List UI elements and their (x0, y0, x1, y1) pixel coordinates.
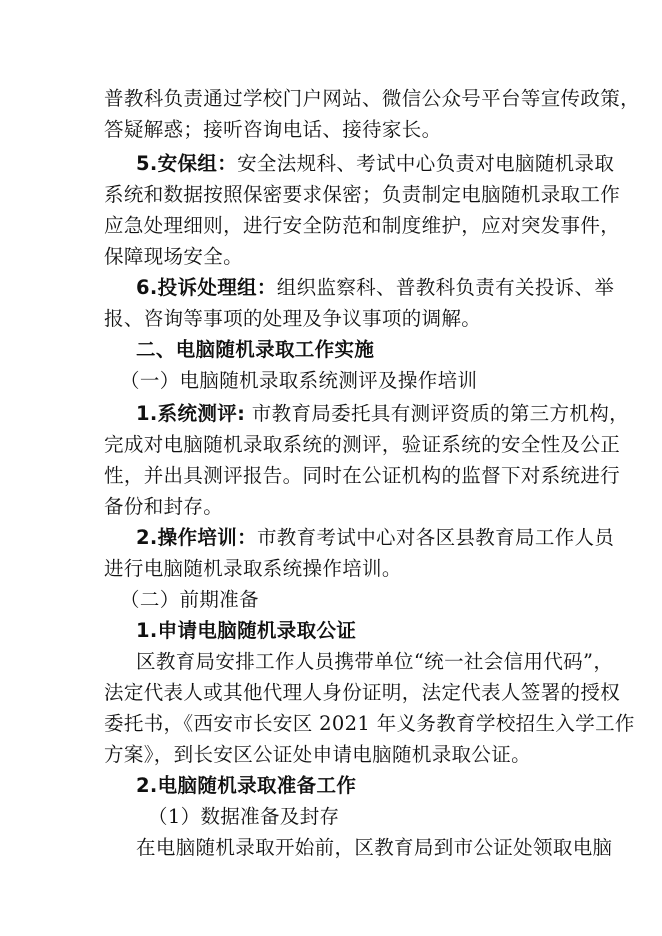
sub-item-heading: （1）数据准备及封存 (148, 805, 340, 828)
item-2-text: 市教育考试中心对各区县教育局工作人员 (256, 526, 615, 549)
item-1-heading: 1.系统测评: (136, 402, 246, 425)
section-5-heading: 5.安保组： (136, 152, 238, 175)
chapter-heading: 二、电脑随机录取工作实施 (136, 338, 375, 361)
item-1-line (136, 402, 629, 426)
paragraph-line: 备份和封存。 (104, 495, 224, 518)
paragraph-line: 方案》，到长安区公证处申请电脑随机录取公证。 (104, 743, 531, 766)
section-5-line (136, 152, 614, 176)
paragraph-line: 报、咨询等事项的处理及争议事项的调解。 (104, 307, 482, 330)
paragraph-line: 完成对电脑随机录取系统的测评，验证系统的安全性及公正 (104, 433, 621, 456)
paragraph-line: 法定代表人或其他代理人身份证明，法定代表人签署的授权 (104, 681, 621, 704)
paragraph-line: 答疑解惑；接听咨询电话、接待家长。 (104, 118, 442, 141)
paragraph-line: 保障现场安全。 (104, 245, 243, 268)
item-heading: 1.申请电脑随机录取公证 (136, 619, 357, 642)
subsection-heading: （二）前期准备 (120, 588, 259, 611)
item-2-line (136, 526, 614, 550)
paragraph-line: 在电脑随机录取开始前，区教育局到市公证处领取电脑 (136, 836, 613, 859)
item-2-heading: 2.操作培训： (136, 526, 257, 549)
section-6-text: 组织监察科、普教科负责有关投诉、举 (276, 276, 615, 299)
item-1-text: 市教育局委托具有测评资质的第三方机构， (245, 402, 629, 425)
paragraph-line: 性，并出具测评报告。同时在公证机构的监督下对系统进行 (104, 464, 621, 487)
paragraph-line: 区教育局安排工作人员携带单位“统一社会信用代码”， (136, 650, 614, 673)
paragraph-line: 普教科负责通过学校门户网站、微信公众号平台等宣传政策， (104, 87, 640, 110)
paragraph-line: 应急处理细则，进行安全防范和制度维护，应对突发事件， (104, 214, 621, 237)
subsection-heading: （一）电脑随机录取系统测评及操作培训 (120, 369, 478, 392)
paragraph-line: 系统和数据按照保密要求保密；负责制定电脑随机录取工作 (104, 183, 621, 206)
section-6-line (136, 276, 614, 300)
item-heading: 2.电脑随机录取准备工作 (136, 774, 357, 797)
paragraph-line: 进行电脑随机录取系统操作培训。 (104, 557, 402, 580)
section-5-text: 安全法规科、考试中心负责对电脑随机录取 (237, 152, 615, 175)
section-6-heading: 6.投诉处理组： (136, 276, 277, 299)
paragraph-line: 委托书，《西安市长安区 2021 年义务教育学校招生入学工作 (104, 712, 635, 735)
